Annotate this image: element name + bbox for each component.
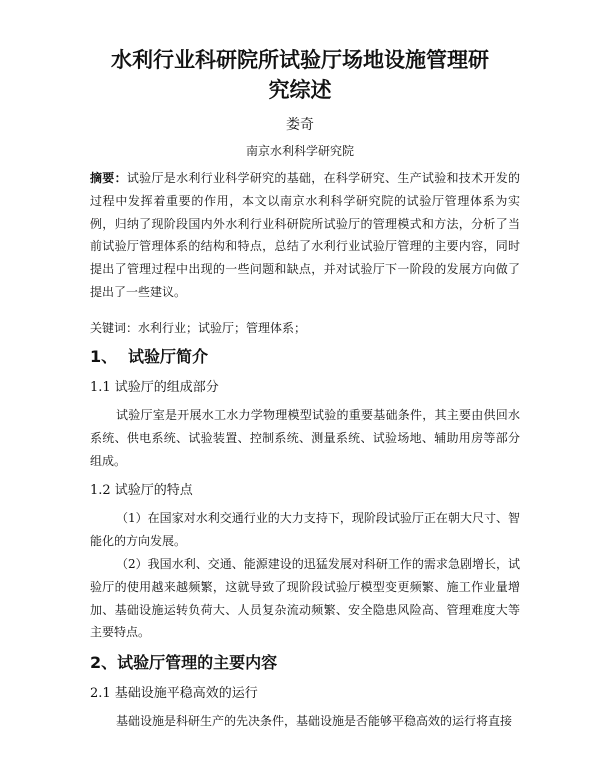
abstract-label: 摘要： bbox=[90, 171, 127, 185]
subsection-1-2-paragraph-2: （2）我国水利、交通、能源建设的迅猛发展对科研工作的需求急剧增长，试验厅的使用越来越频繁，这就导致了现阶段试验厅模型变更频繁、施工作业量增加、基础设施运转负荷大、人员复杂流动频繁、安全隐患风险高、管理难度大等主要特点。 bbox=[90, 557, 520, 640]
paper-title-line-1: 水利行业科研院所试验厅场地设施管理研 bbox=[111, 48, 489, 72]
section-1-title: 试验厅简介 bbox=[128, 347, 209, 366]
paper-title-line-2: 究综述 bbox=[268, 78, 332, 102]
keywords-line: 关键词：水利行业；试验厅；管理体系； bbox=[90, 321, 307, 335]
subsection-1-1-heading: 1.1 试验厅的组成部分 bbox=[90, 380, 219, 395]
subsection-1-1-paragraph: 试验厅室是开展水工水力学物理模型试验的重要基础条件，其主要由供回水系统、供电系统、试验装置、控制系统、测量系统、试验场地、辅助用房等部分组成。 bbox=[90, 408, 520, 468]
abstract-paragraph bbox=[90, 167, 520, 304]
section-1-number: 1、 bbox=[90, 347, 118, 366]
abstract-text: 试验厅是水利行业科学研究的基础，在科学研究、生产试验和技术开发的过程中发挥着重要的作用，本文以南京水利科学研究院的试验厅管理体系为实例，归纳了现阶段国内外水利行业科研院所试验厅的管理模式和方法，分析了当前试验厅管理体系的结构和特点，总结了水利行业试验厅管理的主要内容，同时提出了管理过程中出现的一些问题和缺点，并对试验厅下一阶段的发展方向做了提出了一些建议。 bbox=[90, 171, 520, 299]
section-2-heading: 2、试验厅管理的主要内容 bbox=[90, 653, 278, 672]
subsection-1-2-heading: 1.2 试验厅的特点 bbox=[90, 483, 193, 498]
author-name: 娄奇 bbox=[286, 117, 314, 133]
subsection-2-1-paragraph: 基础设施是科研生产的先决条件，基础设施是否能够平稳高效的运行将直接 bbox=[116, 714, 513, 728]
subsection-1-2-paragraph-1: （1）在国家对水利交通行业的大力支持下，现阶段试验厅正在朝大尺寸、智能化的方向发展。 bbox=[90, 511, 520, 548]
section-1-heading bbox=[90, 346, 208, 368]
subsection-2-1-heading: 2.1 基础设施平稳高效的运行 bbox=[90, 686, 258, 701]
author-affiliation: 南京水利科学研究院 bbox=[245, 144, 354, 158]
